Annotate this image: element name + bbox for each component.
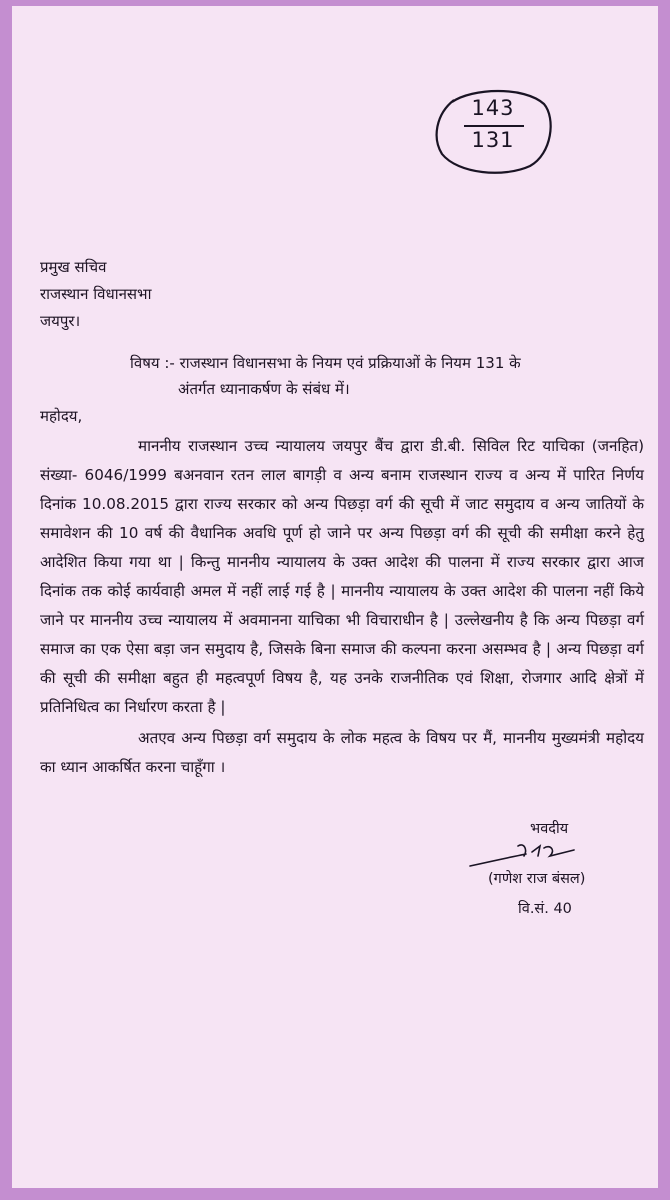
subject-line-2: अंतर्गत ध्यानाकर्षण के संबंध में। [178,380,350,398]
constituency-number: वि.सं. 40 [518,901,572,917]
signatory-name: (गणेश राज बंसल) [488,871,586,887]
address-line-3: जयपुर। [40,312,81,330]
subject [130,350,650,402]
body-paragraph-2: अतएव अन्य पिछड़ा वर्ग समुदाय के लोक महत्व के विषय पर मैं, माननीय मुख्यमंत्री महोदय का ध्यान आकर्षित करना चाहूँगा । [40,729,644,776]
body-paragraph-1: माननीय राजस्थान उच्च न्यायालय जयपुर बैंच द्वारा डी.बी. सिविल रिट याचिका (जनहित) संख्या- 6046/1999 बअनवान रतन लाल बागड़ी व अन्य बनाम राजस्थान राज्य व अन्य में पारित निर्णय दिनांक 10.08.2015 द्वारा राज्य सरकार को अन्य पिछड़ा वर्ग की सूची में जाट समुदाय व अन्य जातियों के समावेशन की 10 वर्ष की वैधानिक अवधि पूर्ण हो जाने पर अन्य पिछड़ा वर्ग की सूची की समीक्षा करने हेतु आदेशित किया गया था | किन्तु माननीय न्यायालय के उक्त आदेश की पालना में राज्य सरकार द्वारा आज दिनांक तक कोई कार्यवाही अमल में नहीं लाई गई है | माननीय न्यायालय के उक्त आदेश की पालना नहीं किये जाने पर माननीय उच्च न्यायालय में अवमानना याचिका भी विचाराधीन है | उल्लेखनीय है कि अन्य पिछड़ा वर्ग समाज का एक ऐसा बड़ा जन समुदाय है, जिसके बिना समाज की कल्पना करना असम्भव है | अन्य पिछड़ा वर्ग की सूची की समीक्षा बहुत ही महत्वपूर्ण विषय है, यह उनके राजनीतिक एवं शिक्षा, रोजगार आदि क्षेत्रों में प्रतिनिधित्व का निर्धारण करता है | [40,437,644,716]
salutation: महोदय, [40,407,83,425]
closing-yours: भवदीय [530,821,569,837]
address-line-2: राजस्थान विधानसभा [40,285,152,303]
diary-number-stamp [432,84,554,176]
subject-line-1: विषय :- राजस्थान विधानसभा के नियम एवं प्रक्रियाओं के नियम 131 के [130,354,521,372]
stamp-number-top: 143 [471,96,515,120]
address-line-1: प्रमुख सचिव [40,258,107,276]
recipient-address [40,254,151,335]
letter-page [12,6,658,1188]
signature-icon [466,832,616,872]
letter-body [40,432,644,782]
stamp-number-bottom: 131 [471,128,515,152]
